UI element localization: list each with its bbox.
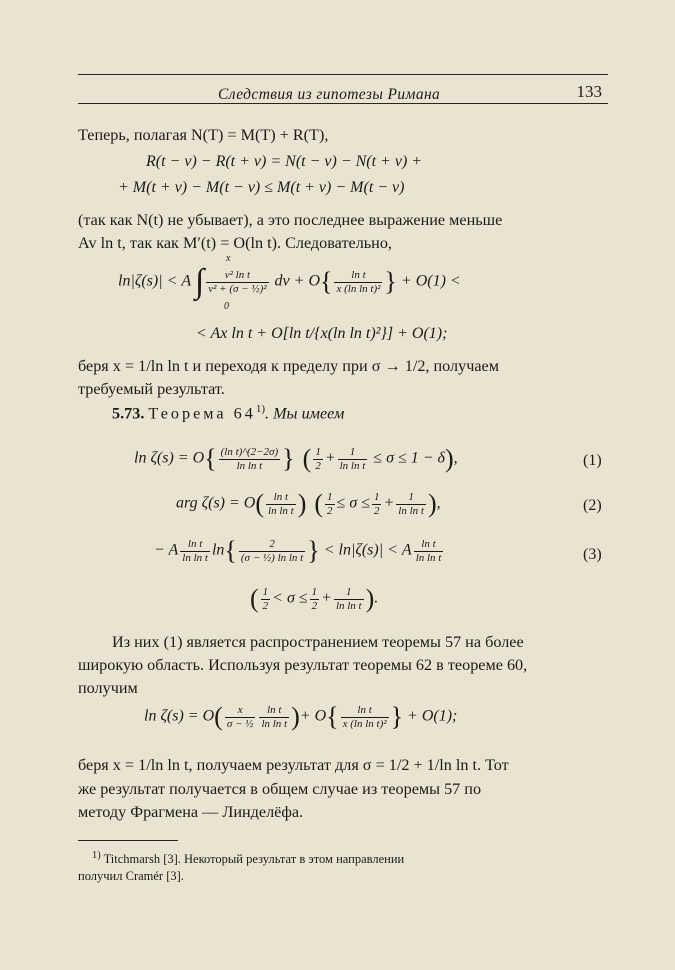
text-line-5: (так как N(t) не убывает), а это последнее выражение меньше xyxy=(78,211,503,229)
header-title: Следствия из гипотезы Римана xyxy=(218,86,441,103)
equation-2: arg ζ(s) = O( $\frac{\text{ln t}}{\text{ln ln t}}$ ) ( $\frac{1}{2}$ ≤ σ ≤ $\frac{1}{2}$ + $\frac{1}{\text{ln ln t}}$ ), xyxy=(176,489,441,518)
text-para-2a: Из них (1) является распространением теоремы 57 на более xyxy=(112,633,524,651)
text-para-2c: получим xyxy=(78,679,138,697)
footnote-line-2: получил Cramér [3]. xyxy=(78,869,184,883)
theorem-tail: . Мы имеем xyxy=(264,404,345,423)
text-line-9b: требуемый результат. xyxy=(78,380,225,398)
text-para-3b: же результат получается в общем случае из теоремы 57 по xyxy=(78,780,482,798)
equation-label-1: (1) xyxy=(583,452,602,469)
equation-line-7: < Ax ln t + O[ln t/{x(ln ln t)²}] + O(1); xyxy=(196,325,448,342)
text-line-6: Av ln t, так как M′(t) = O(ln t). Следовательно, xyxy=(78,234,392,252)
running-header xyxy=(78,74,608,104)
equation-integral: x 0 ln|ζ(s)| < A ∫ $\frac{\text{v² ln t}}{\text{v² + (σ − ½)²}}$ dv + O{ $\frac{\text{ln t}}{\text{x (ln ln t)²}}$ } + O(1) < xyxy=(118,253,461,312)
equation-ln-zeta: ln ζ(s) = O( $\frac{x}{\text{σ − ½}}$ $\frac{\text{ln t}}{\text{ln ln t}}$ )+ O{ $\frac{\text{ln t}}{\text{x (ln ln t)²}}$ } + O(1); xyxy=(144,702,458,731)
theorem-word: Теорема 64 xyxy=(148,404,256,423)
footnote-rule xyxy=(78,840,178,841)
footnote-mark: 1) xyxy=(92,850,101,861)
page-number: 133 xyxy=(576,82,602,101)
equation-3: − A $\frac{\text{ln t}}{\text{ln ln t}}$ ln{ $\frac{2}{\text{(σ − ½) ln ln t}}$ } < ln|ζ(s)| < A $\frac{\text{ln t}}{\text{ln ln t}}$ xyxy=(154,536,442,565)
text-line-9a: беря x = 1/ln ln t и переходя к пределу при σ → 1/2, получаем xyxy=(78,357,499,375)
theorem-heading xyxy=(112,403,344,423)
text-para-3a: беря x = 1/ln ln t, получаем результат для σ = 1/2 + 1/ln ln t. Тот xyxy=(78,756,509,774)
text-para-3c: методу Фрагмена — Линделёфа. xyxy=(78,803,304,821)
equation-1: ln ζ(s) = O{ $\frac{\text{(ln t)\textasciicircum{}(2−2σ)}}{\text{ln ln t}}$ } ( $\frac{1}{2}$ + $\frac{1}{\text{ln ln t}}$ ≤ σ ≤ 1 − δ), xyxy=(134,444,458,473)
footnote-line-1 xyxy=(92,850,404,867)
equation-line-2: R(t − v) − R(t + v) = N(t − v) − N(t + v) + xyxy=(146,153,423,170)
equation-3-range: ( $\frac{1}{2}$ < σ ≤ $\frac{1}{2}$ + $\frac{1}{\text{ln ln t}}$ ). xyxy=(250,584,379,613)
theorem-footnote-mark: 1) xyxy=(255,403,265,415)
text-line-1: Теперь, полагая N(T) = M(T) + R(T), xyxy=(78,126,329,144)
header-rule-top xyxy=(78,74,608,75)
equation-line-3: + M(t + v) − M(t − v) ≤ M(t + v) − M(t − v) xyxy=(118,179,405,196)
footnote-text-1: Titchmarsh [3]. Некоторый результат в этом направлении xyxy=(103,852,405,867)
text-para-2b: широкую область. Используя результат теоремы 62 в теореме 60, xyxy=(78,656,528,674)
header-rule-bottom xyxy=(78,103,608,104)
equation-label-3: (3) xyxy=(583,546,602,563)
theorem-number: 5.73. xyxy=(112,404,145,423)
equation-label-2: (2) xyxy=(583,497,602,514)
